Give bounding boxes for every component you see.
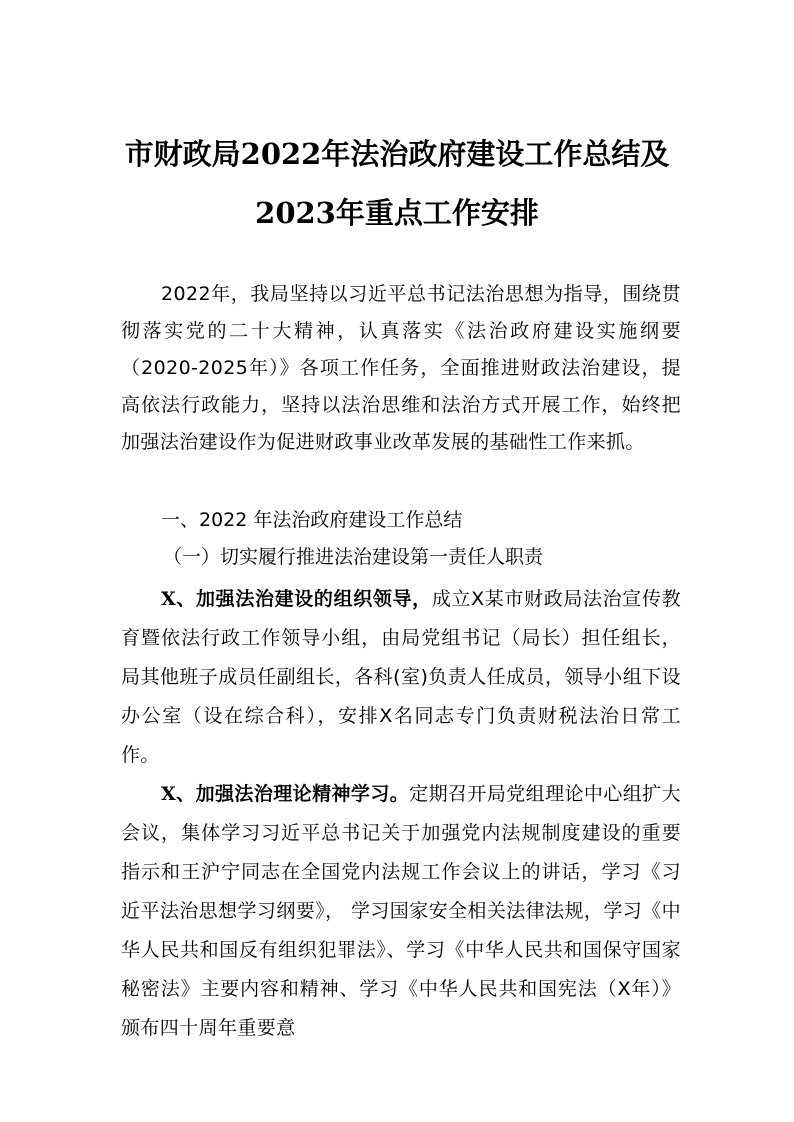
document-title-line-2: 2023年重点工作安排 [255, 196, 539, 230]
item-paragraph-1 [121, 580, 681, 775]
subsection-heading: （一）切实履行推进法治建设第一责任人职责 [163, 546, 544, 568]
intro-paragraph: 2022年，我局坚持以习近平总书记法治思想为指导，围绕贯彻落实党的二十大精神，认真落实《法治政府建设实施纲要（2020-2025年）》各项工作任务，全面推进财政法治建设，提高依法行政能力，坚持以法治思维和法治方式开展工作，始终把加强法治建设作为促进财政事业改革发展的基础性工作来抓。 [121, 283, 681, 453]
section-heading: 一、2022 年法治政府建设工作总结 [161, 509, 463, 531]
item-2-lead: X、加强法治理论精神学习。 [161, 783, 410, 805]
item-1-body: 成立X某市财政局法治宣传教育暨依法行政工作领导小组，由局党组书记（局长）担任组长，局其他班子成员任副组长，各科(室)负责人任成员，领导小组下设办公室（设在综合科），安排X名同志专门负责财税法治日常工作。 [121, 588, 682, 766]
item-paragraph-2 [121, 775, 681, 1048]
document-title-line-1: 市财政局2022年法治政府建设工作总结及 [124, 137, 670, 171]
item-2-body: 定期召开局党组理论中心组扩大会议，集体学习习近平总书记关于加强党内法规制度建设的重要指示和王沪宁同志在全国党内法规工作会议上的讲话，学习《习近平法治思想学习纲要》， 学习国家安全相关法律法规，学习《中华人民共和国反有组织犯罪法》、学习《中华人民共和国保守国家秘密法》主要内容和精神、学习《中华人民共和国宪法（X年）》颁布四十周年重要意 [121, 783, 681, 1039]
item-1-lead: X、加强法治建设的组织领导， [161, 588, 432, 610]
